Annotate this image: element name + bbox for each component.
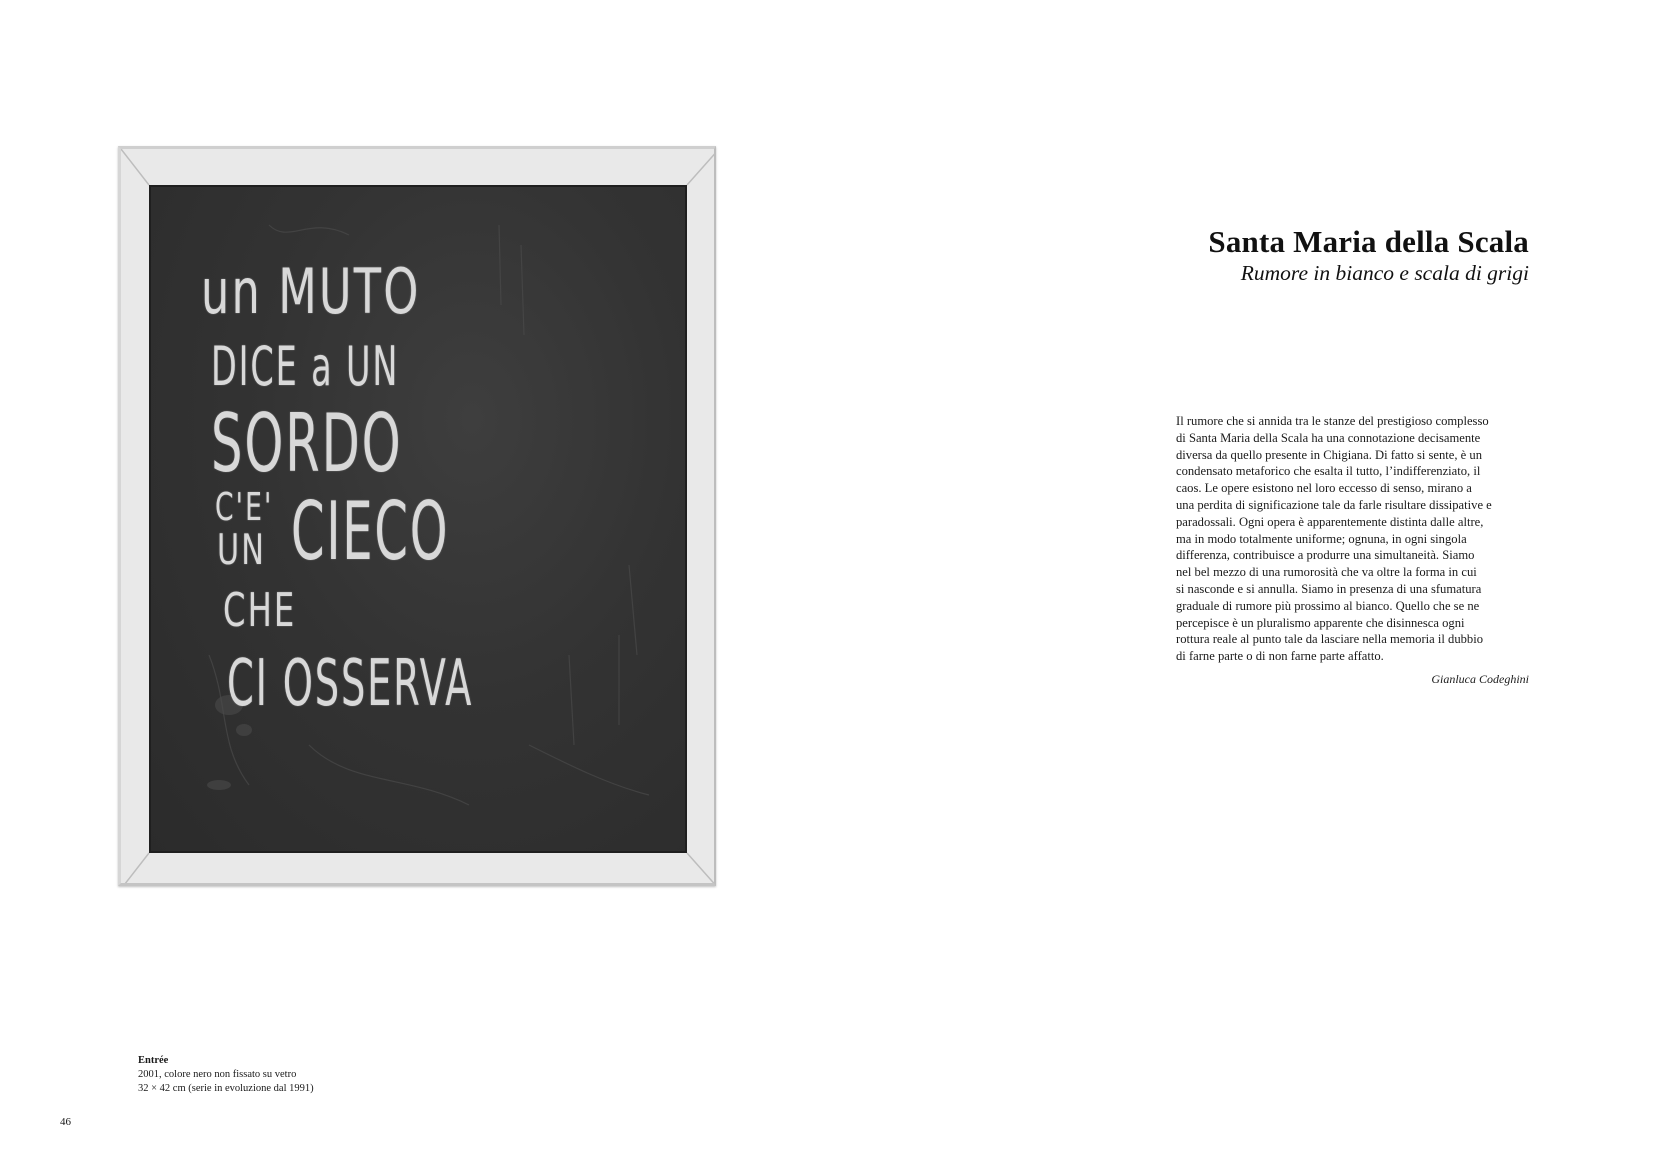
caption-title: Entrée [138,1055,169,1066]
artwork-frame [118,146,716,886]
body-line: una perdita di significazione tale da farle risultare dissipative e [1176,497,1492,512]
body-line: caos. Le opere esistono nel loro eccesso di senso, mirano a [1176,481,1472,496]
artwork-caption [138,1054,314,1096]
body-line: si nasconde e si annulla. Siamo in presenza di una sfumatura [1176,581,1482,596]
chalk-line-2: DICE a UN [211,335,400,398]
right-page [827,0,1654,1170]
body-line: differenza, contribuisce a produrre una simultaneità. Siamo [1176,548,1475,563]
body-line: rottura reale al punto tale da lasciare nella memoria il dubbio [1176,632,1484,647]
body-line: percepisce è un pluralismo apparente che disinnesca ogni [1176,615,1465,630]
caption-dimensions: 32 × 42 cm (serie in evoluzione dal 1991) [138,1083,314,1094]
chalk-line-5: CIECO [291,485,450,578]
body-line: Il rumore che si annida tra le stanze del prestigioso complesso [1176,414,1489,428]
body-line: condensato metaforico che esalta il tutto, l’indifferenziato, il [1176,464,1481,479]
page-subtitle: Rumore in bianco e scala di grigi [1240,261,1529,285]
page-number: 46 [60,1116,71,1128]
blackboard-artwork [149,185,687,853]
chalk-line-1: un MUTO [201,255,421,328]
chalk-line-6: UN [217,525,267,574]
page-title: Santa Maria della Scala [1208,224,1529,259]
body-line: nel bel mezzo di una rumorosità che va oltre la forma in cui [1176,565,1477,580]
caption-details: 2001, colore nero non fissato su vetro [138,1069,297,1080]
body-line: di Santa Maria della Scala ha una connotazione decisamente [1176,430,1481,445]
chalk-line-7: CHE [223,583,297,637]
body-line: ma in modo totalmente uniforme; ognuna, in ogni singola [1176,531,1467,546]
section-heading [1208,224,1529,286]
essay-body [1176,413,1531,665]
chalk-line-4: C'E' [215,485,274,529]
chalk-line-3: SORDO [211,397,403,490]
body-line: paradossali. Ogni opera è apparentemente distinta dalle altre, [1176,514,1484,529]
body-line: diversa da quello presente in Chigiana. Di fatto si sente, è un [1176,447,1483,462]
chalk-line-8: CI OSSERVA [227,647,474,721]
essay-author: Gianluca Codeghini [1431,672,1529,686]
body-line: graduale di rumore più prossimo al bianco. Quello che se ne [1176,598,1480,613]
chalk-writing [149,185,687,853]
body-line: di farne parte o di non farne parte affatto. [1176,649,1384,664]
